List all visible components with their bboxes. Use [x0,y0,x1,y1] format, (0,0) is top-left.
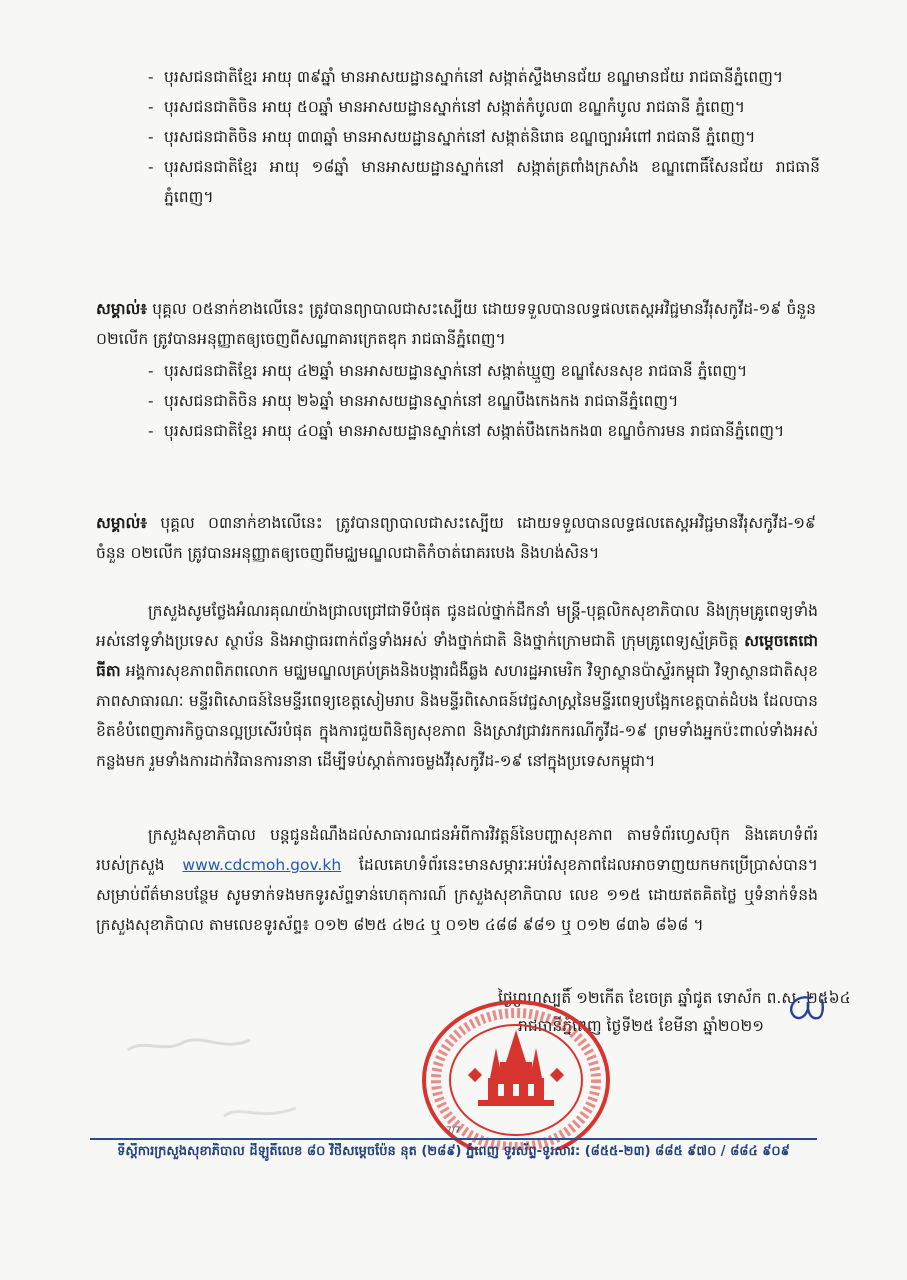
lunar-date: ថ្ងៃព្រហស្បតិ៍ ១២កើត ខែចេត្រ ឆ្នាំជូត ទោស័ក ព.ស. ២៥៦៤ [498,989,851,1007]
faint-mark-icon [124,1030,254,1060]
list-item: - បុរសជនជាតិចិន អាយុ ៥០ឆ្នាំ មានអាសយដ្ឋានស្នាក់នៅ សង្កាត់កំបូល៣ ខណ្ឌកំបូល រាជធានី ភ្នំពេញ។ [148,98,745,116]
highlighted-name: សម្ដេចតេជោ ធីតា [96,632,818,680]
list-item: - បុរសជនជាតិខ្មែរ អាយុ ១៨ឆ្នាំ មានអាសយដ្ឋានស្នាក់នៅ សង្កាត់ត្រពាំងក្រសាំង ខណ្ឌពោធិ៍សែនជ័យ រាជធានីភ្នំពេញ។ [148,158,820,206]
acknowledgement-paragraph: ក្រសួងសូមថ្លែងអំណរគុណយ៉ាងជ្រាលជ្រៅជាទីបំផុត ជូនដល់ថ្នាក់ដឹកនាំ មន្ត្រី-បុគ្គលិកសុខាភិបាល និងក្រុមគ្រូពេទ្យទាំងអស់នៅទូទាំងប្រទេស ស្ថាប័ន និងអាជ្ញាធរពាក់ព័ន្ធទាំងអស់ ទាំងថ្នាក់ជាតិ និងថ្នាក់ក្រោមជាតិ ក្រុមគ្រូពេទ្យស្ម័គ្រចិត្ត សម្ដេចតេជោ ធីតា អង្គការសុខភាពពិភពលោក មជ្ឈមណ្ឌលគ្រប់គ្រងនិងបង្ការជំងឺឆ្លង សហរដ្ឋអាមេរិក វិទ្យាស្ថានប៉ាស្ទ័រកម្ពុជា វិទ្យាស្ថានជាតិសុខភាពសាធារណៈ មន្ទីរពិសោធន៍នៃមន្ទីរពេទ្យខេត្តសៀមរាប និងមន្ទីរពិសោធន៍វេជ្ជសាស្ត្រនៃមន្ទីរពេទ្យបង្អែកខេត្តបាត់ដំបង ដែលបានខិតខំបំពេញភារកិច្ចបានល្អប្រសើរបំផុត ក្នុងការជួយពិនិត្យសុខភាព និងស្រាវជ្រាវរកករណីកូវីដ-១៩ ព្រមទាំងអ្នកប៉ះពាល់ទាំងអស់កន្លងមក រួមទាំងការដាក់វិធានការនានា ដើម្បីទប់ស្កាត់ការចម្លងវីរុសកូវីដ-១៩ នៅក្នុងប្រទេសកម្ពុជា។ [96,602,818,770]
website-link[interactable]: www.cdcmoh.gov.kh [182,856,342,874]
note-label: សម្គាល់៖ [96,514,148,532]
solar-date: រាជធានីភ្នំពេញ ថ្ងៃទី២៥ ខែមីនា ឆ្នាំ២០២១ [518,1017,764,1035]
bullet-list-top [148,62,820,212]
signature-icon [780,990,826,1028]
footer-address: ទីស្តីការក្រសួងសុខាភិបាល ដីឡូតិ៍លេខ ៨០ វិថីសម្តេចប៉ែន នុត (២៨៩) ភ្នំពេញ ទូរស័ព្ទ-ទូរសារ: (៨៥៥-២៣) ៨៨៥ ៩៧០ / ៨៨៤ ៩០៩ [117,1144,790,1159]
footer-divider [90,1138,817,1140]
list-item: - បុរសជនជាតិខ្មែរ អាយុ ៣៩ឆ្នាំ មានអាសយដ្ឋានស្នាក់នៅ សង្កាត់ស្ទឹងមានជ័យ ខណ្ឌមានជ័យ រាជធានីភ្នំពេញ។ [148,68,784,86]
information-paragraph: ក្រសួងសុខាភិបាល បន្តជូនដំណឹងដល់សាធារណជនអំពីការវិវត្តន៍នៃបញ្ហាសុខភាព តាមទំព័រហ្វេសប៊ុក និងគេហទំព័ររបស់ក្រសួង www.cdcmoh.gov.kh ដែលគេហទំព័រនេះមានសម្ភារៈអប់រំសុខភាពដែលអាចទាញយកមកប្រើប្រាស់បាន។ សម្រាប់ព័ត៌មានបន្ថែម សូមទាក់ទងមកទូរស័ព្ទទាន់ហេតុការណ៍ ក្រសួងសុខាភិបាល លេខ ១១៥ ដោយឥតគិតថ្លៃ ឬទំនាក់ទំនងក្រសួងសុខាភិបាល តាមលេខទូរស័ព្ទ៖ ០១២ ៨២៥ ៤២៤ ឬ ០១២ ៤៨៨ ៩៨១ ឬ ០១២ ៨៣៦ ៨៦៨ ។ [96,826,818,934]
list-item: - បុរសជនជាតិចិន អាយុ ៣៣ឆ្នាំ មានអាសយដ្ឋានស្នាក់នៅ សង្កាត់និរោធ ខណ្ឌច្បារអំពៅ រាជធានី ភ្នំពេញ។ [148,128,756,146]
page-number: 7/7 [446,1126,461,1136]
note-label: សម្គាល់៖ [96,300,148,318]
note-paragraph-1: សម្គាល់៖ បុគ្គល ០៥នាក់ខាងលើនេះ ត្រូវបានព្យាបាលជាសះស្បើយ ដោយទទួលបានលទ្ធផលតេស្តអវិជ្ជមានវីរុសកូវីដ-១៩ ចំនួន ០២លើក ត្រូវបានអនុញ្ញាតឲ្យចេញពីសណ្ឋាគារក្រេតឌុក រាជធានីភ្នំពេញ។ [96,300,816,348]
faint-mark-icon [220,1098,300,1128]
list-item: - បុរសជនជាតិខ្មែរ អាយុ ៤០ឆ្នាំ មានអាសយដ្ឋានស្នាក់នៅ សង្កាត់បឹងកេងកង៣ ខណ្ឌចំការមន រាជធានីភ្នំពេញ។ [148,422,785,440]
bullet-list-middle [148,356,820,446]
note-paragraph-2: សម្គាល់៖ បុគ្គល ០៣នាក់ខាងលើនេះ ត្រូវបានព្យាបាលជាសះស្បើយ ដោយទទួលបានលទ្ធផលតេស្តអវិជ្ជមានវីរុសកូវីដ-១៩ ចំនួន ០២លើក ត្រូវបានអនុញ្ញាតឲ្យចេញពីមជ្ឈមណ្ឌលជាតិកំចាត់រោគរបេង និងហង់សិន។ [96,514,816,562]
list-item: - បុរសជនជាតិខ្មែរ អាយុ ៤២ឆ្នាំ មានអាសយដ្ឋានស្នាក់នៅ សង្កាត់ឃ្មួញ ខណ្ឌសែនសុខ រាជធានី ភ្នំពេញ។ [148,362,748,380]
list-item: - បុរសជនជាតិចិន អាយុ ២៦ឆ្នាំ មានអាសយដ្ឋានស្នាក់នៅ ខណ្ឌបឹងកេងកង រាជធានីភ្នំពេញ។ [148,392,679,410]
